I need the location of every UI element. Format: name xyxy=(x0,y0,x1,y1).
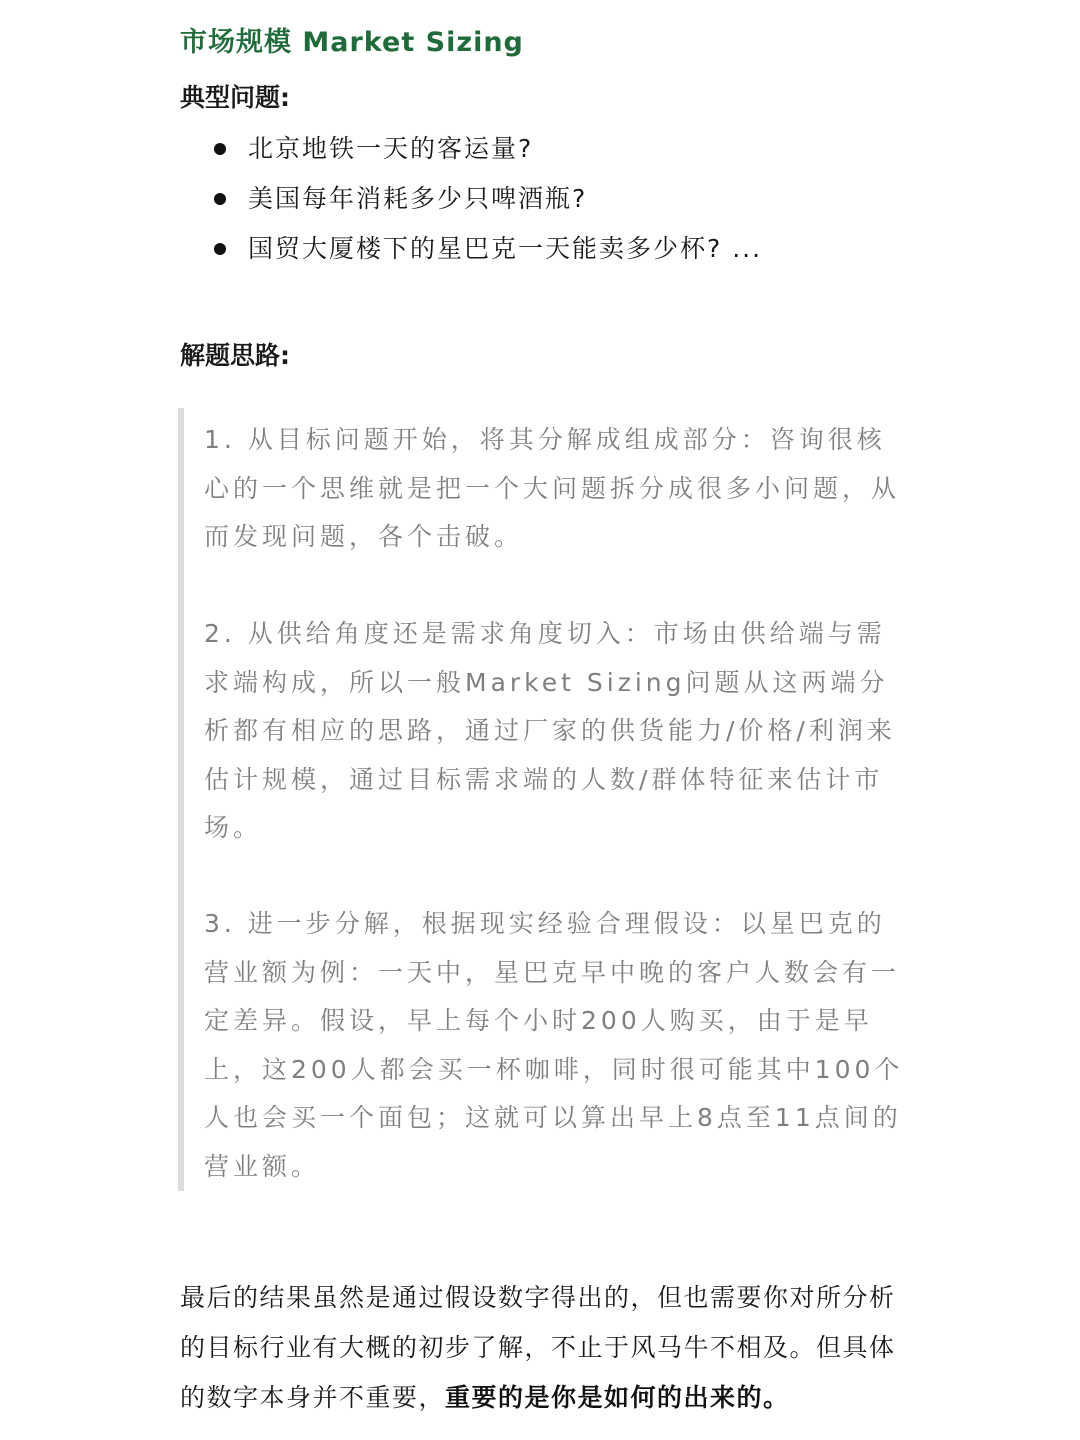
bullet-icon xyxy=(214,193,226,205)
page-title: 市场规模 Market Sizing xyxy=(180,27,524,58)
typical-questions-list xyxy=(214,128,762,278)
list-item-text: 美国每年消耗多少只啤酒瓶? xyxy=(248,184,588,213)
conclusion-text: 最后的结果虽然是通过假设数字得出的，但也需要你对所分析的目标行业有大概的初步了解，不止于风马牛不相及。但具体的数字本身并不重要， xyxy=(180,1283,896,1412)
approach-step-1: 1. 从目标问题开始，将其分解成组成部分：咨询很核心的一个思维就是把一个大问题拆分成很多小问题，从而发现问题，各个击破。 xyxy=(204,425,901,551)
bullet-icon xyxy=(214,143,226,155)
conclusion-emphasis: 重要的是你是如何的出来的。 xyxy=(445,1383,790,1412)
conclusion-paragraph xyxy=(180,1273,910,1423)
typical-questions-heading: 典型问题: xyxy=(180,83,290,112)
approach-step-2: 2. 从供给角度还是需求角度切入：市场由供给端与需求端构成，所以一般Market Sizing问题从这两端分析都有相应的思路，通过厂家的供货能力/价格/利润来估计规模，通过目标需求端的人数/群体特征来估计市场。 xyxy=(204,619,896,842)
list-item xyxy=(214,178,762,228)
list-item xyxy=(214,128,762,178)
approach-step-3: 3. 进一步分解，根据现实经验合理假设：以星巴克的营业额为例：一天中，星巴克早中晚的客户人数会有一定差异。假设，早上每个小时200人购买，由于是早上，这200人都会买一杯咖啡，同时很可能其中100个人也会买一个面包；这就可以算出早上8点至11点间的营业额。 xyxy=(204,909,904,1181)
blockquote-bar xyxy=(178,408,184,1191)
bullet-icon xyxy=(214,243,226,255)
list-item-text: 国贸大厦楼下的星巴克一天能卖多少杯? ... xyxy=(248,234,763,263)
list-item-text: 北京地铁一天的客运量? xyxy=(248,134,534,163)
list-item xyxy=(214,228,762,278)
approach-heading: 解题思路: xyxy=(180,341,290,370)
